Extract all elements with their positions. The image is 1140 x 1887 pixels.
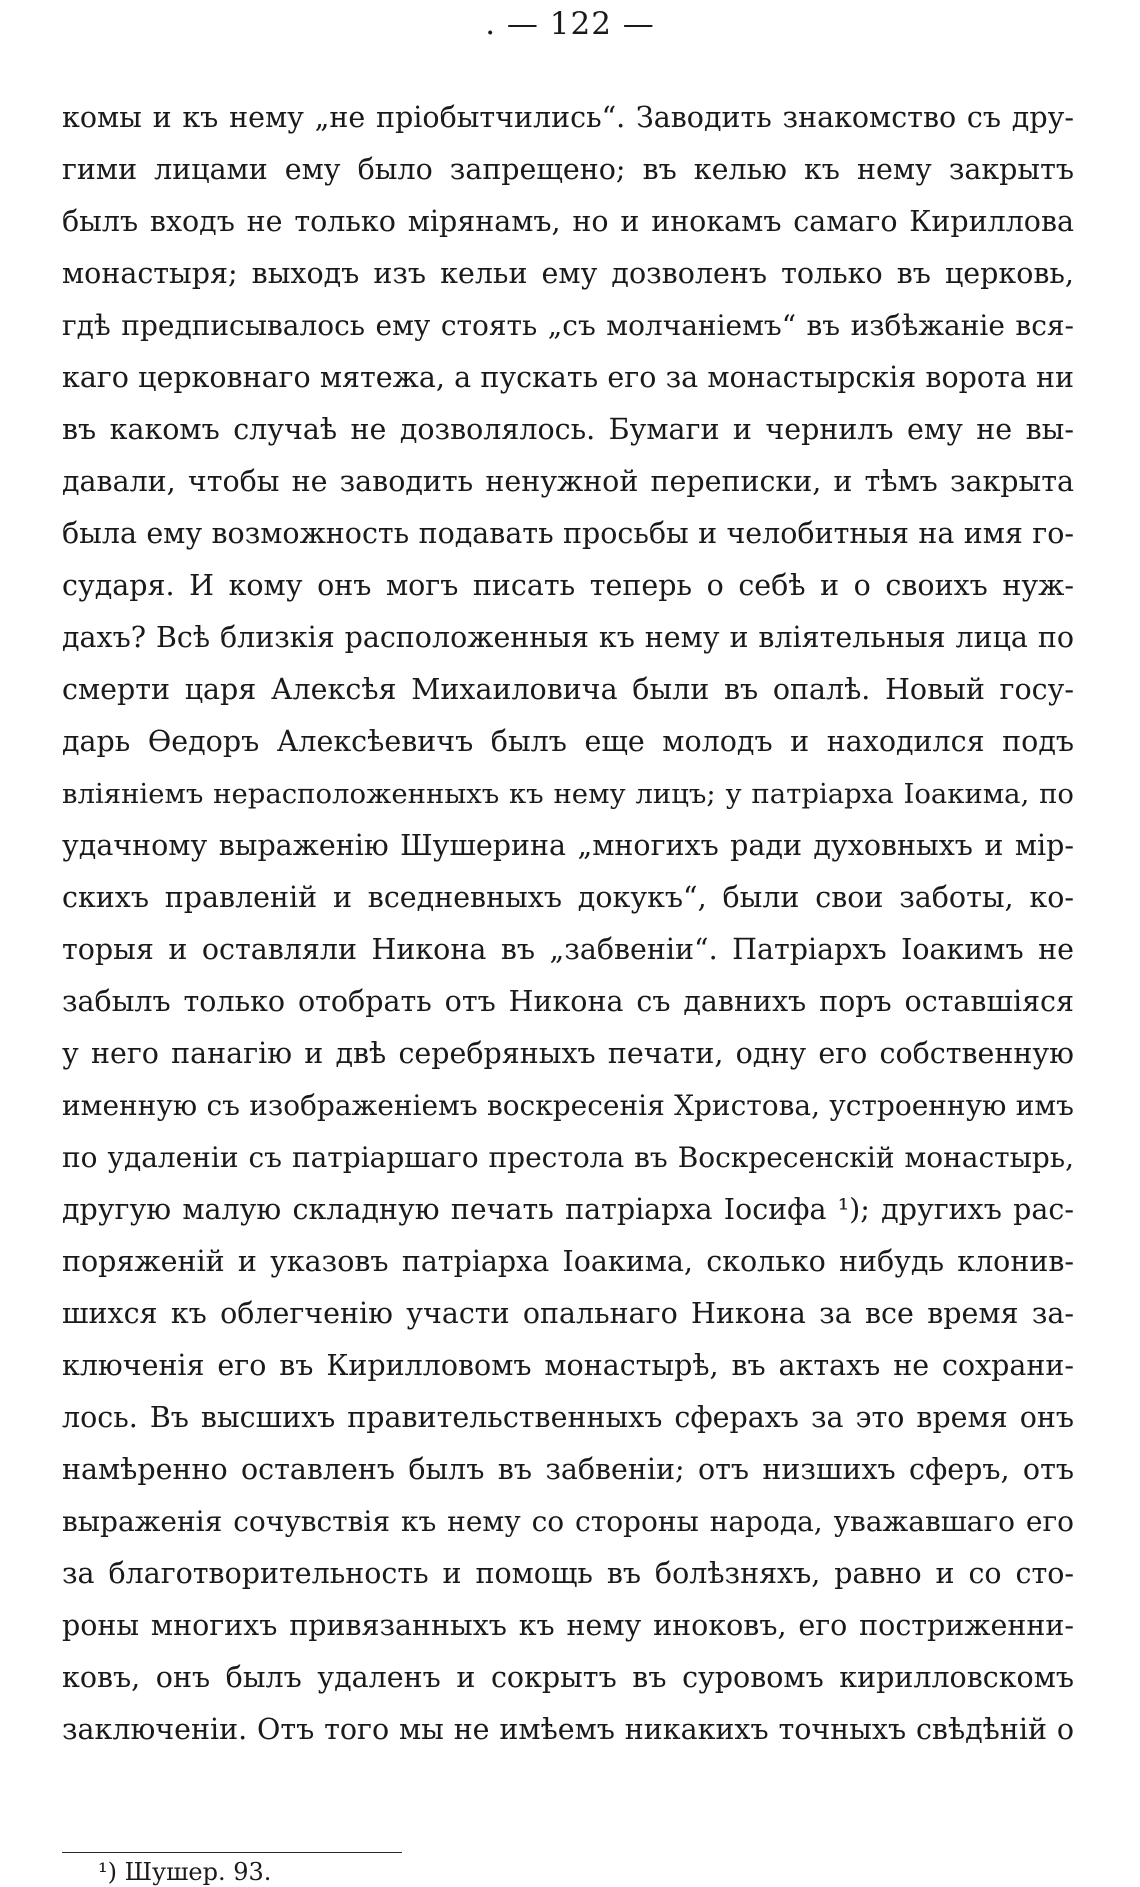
footnote: ¹) Шушер. 93. (98, 1858, 272, 1886)
text-line: скихъ правленій и вседневныхъ докукъ“, были свои заботы, ко- (62, 881, 1074, 914)
text-line: комы и къ нему „не пріобытчились“. Заводить знакомство съ дру- (62, 101, 1074, 134)
text-line: намѣренно оставленъ былъ въ забвеніи; отъ низшихъ сферъ, отъ (62, 1453, 1074, 1486)
page-number: . — 122 — (485, 6, 655, 42)
text-line: торыя и оставляли Никона въ „забвеніи“. Патріархъ Іоакимъ не (62, 933, 1074, 966)
body-text (62, 92, 1074, 1756)
text-line: у него панагію и двѣ серебряныхъ печати, одну его собственную (62, 1037, 1074, 1070)
text-line: поряженій и указовъ патріарха Іоакима, сколько нибудь клонив- (62, 1245, 1074, 1278)
text-line: каго церковнаго мятежа, а пускать его за монастырскія ворота ни (62, 361, 1074, 394)
text-line: гдѣ предписывалось ему стоять „съ молчаніемъ“ въ избѣжаніе вся- (62, 309, 1074, 342)
text-line: сударя. И кому онъ могъ писать теперь о себѣ и о своихъ нуж- (62, 569, 1074, 602)
text-line: лось. Въ высшихъ правительственныхъ сферахъ за это время онъ (62, 1401, 1074, 1434)
text-line: удачному выраженію Шушерина „многихъ ради духовныхъ и мір- (62, 829, 1074, 862)
text-line: шихся къ облегченію участи опальнаго Никона за все время за- (62, 1297, 1074, 1330)
text-line: ковъ, онъ былъ удаленъ и сокрытъ въ суровомъ кирилловскомъ (62, 1661, 1074, 1694)
text-line: другую малую складную печать патріарха Іосифа ¹); другихъ рас- (62, 1193, 1074, 1226)
text-line: давали, чтобы не заводить ненужной переписки, и тѣмъ закрыта (62, 465, 1074, 498)
text-line: въ какомъ случаѣ не дозволялось. Бумаги и чернилъ ему не вы- (62, 413, 1074, 446)
text-line: гими лицами ему было запрещено; въ келью къ нему закрытъ (62, 153, 1074, 186)
text-line: заключеніи. Отъ того мы не имѣемъ никакихъ точныхъ свѣдѣній о (62, 1713, 1074, 1746)
text-line: ключенія его въ Кирилловомъ монастырѣ, въ актахъ не сохрани- (62, 1349, 1074, 1382)
text-line: за благотворительность и помощь въ болѣзняхъ, равно и со сто- (62, 1557, 1074, 1590)
text-line: вліяніемъ нерасположенныхъ къ нему лицъ; у патріарха Іоакима, по (62, 778, 1074, 810)
text-line: дарь Ѳедоръ Алексѣевичъ былъ еще молодъ и находился подъ (62, 725, 1074, 758)
text-line: по удаленіи съ патріаршаго престола въ Воскресенскій монастырь, (62, 1141, 1074, 1174)
footnote-divider (62, 1852, 402, 1853)
text-line: выраженія сочувствія къ нему со стороны народа, уважавшаго его (62, 1505, 1074, 1538)
text-line: была ему возможность подавать просьбы и челобитныя на имя го- (62, 517, 1074, 550)
text-line: смерти царя Алексѣя Михаиловича были въ опалѣ. Новый госу- (62, 673, 1074, 706)
text-line: монастыря; выходъ изъ кельи ему дозволенъ только въ церковь, (62, 257, 1074, 290)
text-line: дахъ? Всѣ близкія расположенныя къ нему и вліятельныя лица по (62, 621, 1074, 654)
text-line: забылъ только отобрать отъ Никона съ давнихъ поръ оставшіяся (62, 985, 1074, 1018)
text-line: роны многихъ привязанныхъ къ нему иноковъ, его постриженни- (62, 1609, 1074, 1642)
text-line: былъ входъ не только мірянамъ, но и инокамъ самаго Кириллова (62, 205, 1074, 238)
text-line: именную съ изображеніемъ воскресенія Христова, устроенную имъ (62, 1089, 1074, 1122)
